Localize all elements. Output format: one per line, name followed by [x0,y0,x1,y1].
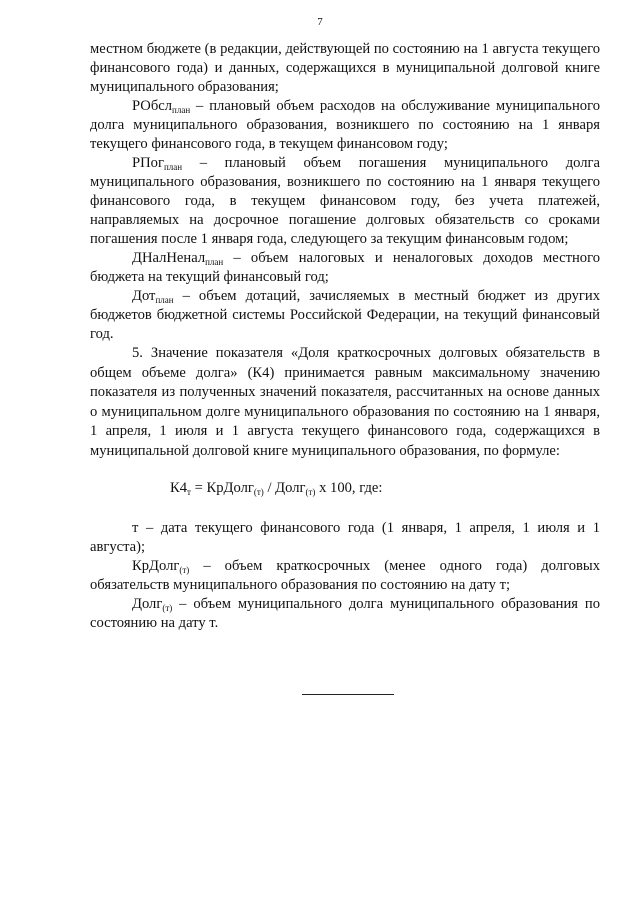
end-rule-divider [302,694,394,695]
definition-text: – объем муниципального долга муниципального образования по состоянию на дату т. [90,595,600,631]
formula-k4 [90,479,600,498]
formula-subscript-1: (т) [253,486,264,497]
term-subscript: план [163,162,183,172]
definition-krdolg [90,557,600,595]
definition-text: – дата текущего финансового года (1 января, 1 апреля, 1 июля и 1 августа); [90,519,600,555]
definition-dot [90,287,600,344]
page-number: 7 [317,16,323,28]
term-subscript: план [205,257,224,267]
definition-robsl [90,97,600,154]
term: РОбсл [132,98,173,114]
term-subscript: (т) [162,602,173,613]
formula-lhs-subscript: т [187,486,191,497]
term: Долг [132,595,163,612]
definition-text: – объем краткосрочных (менее одного года) долговых обязательств муниципального образования по состоянию на дату т; [90,557,600,593]
definition-rpog [90,154,600,249]
definition-t [90,519,600,557]
document-body [90,40,600,633]
term: ДНалНенал [132,250,206,266]
term-subscript: план [155,295,174,305]
definition-text: – объем налоговых и неналоговых доходов местного бюджета на текущий финансовый год; [90,250,600,285]
formula-mid: / Долг [263,479,306,496]
formula-subscript-2: (т) [305,486,316,497]
formula-lhs: К4 [170,479,188,496]
term-subscript: план [172,105,191,115]
term: Дот [132,288,156,304]
definition-text: – плановый объем расходов на обслуживание муниципального долга муниципального образования, возникшего по состоянию на 1 января текущего финансового года, в текущем финансовом году; [90,98,600,152]
definition-dnalnenal [90,249,600,287]
formula-tail: х 100, где: [315,479,383,496]
definition-text: – объем дотаций, зачисляемых в местный бюджет из других бюджетов бюджетной системы Российской Федерации, на текущий финансовый год. [90,288,600,342]
definition-dolg [90,595,600,633]
term: КрДолг [132,557,180,574]
formula-eq: = КрДолг [190,479,254,496]
paragraph-item-5 [90,344,600,462]
term-subscript: (т) [179,564,190,575]
term: т [132,519,139,536]
definition-text: – плановый объем погашения муниципального долга муниципального образования, возникшего по состоянию на 1 января текущего финансового года, в текущем финансовом году, без учета платежей, направляемых на досрочное погашение долговых обязательств со сроками погашения после 1 января года, следующего за текущим финансовым годом; [90,155,600,247]
paragraph-text: местном бюджете (в редакции, действующей по состоянию на 1 августа текущего финансового года) и данных, содержащихся в муниципальной долговой книге муниципального образования; [90,41,600,95]
term: РПог [132,155,164,171]
paragraph-continuation [90,40,600,97]
paragraph-text: 5. Значение показателя «Доля краткосрочных долговых обязательств в общем объеме долга» (К4) принимается равным максимальному значению показателя из полученных значений показателя, рассчитанных на основе данных о муниципальном долге муниципального образования по состоянию на 1 января, 1 апреля, 1 июля и 1 августа текущего финансового года, содержащихся в муниципальной долговой книге муниципального образования, по формуле: [90,345,600,459]
